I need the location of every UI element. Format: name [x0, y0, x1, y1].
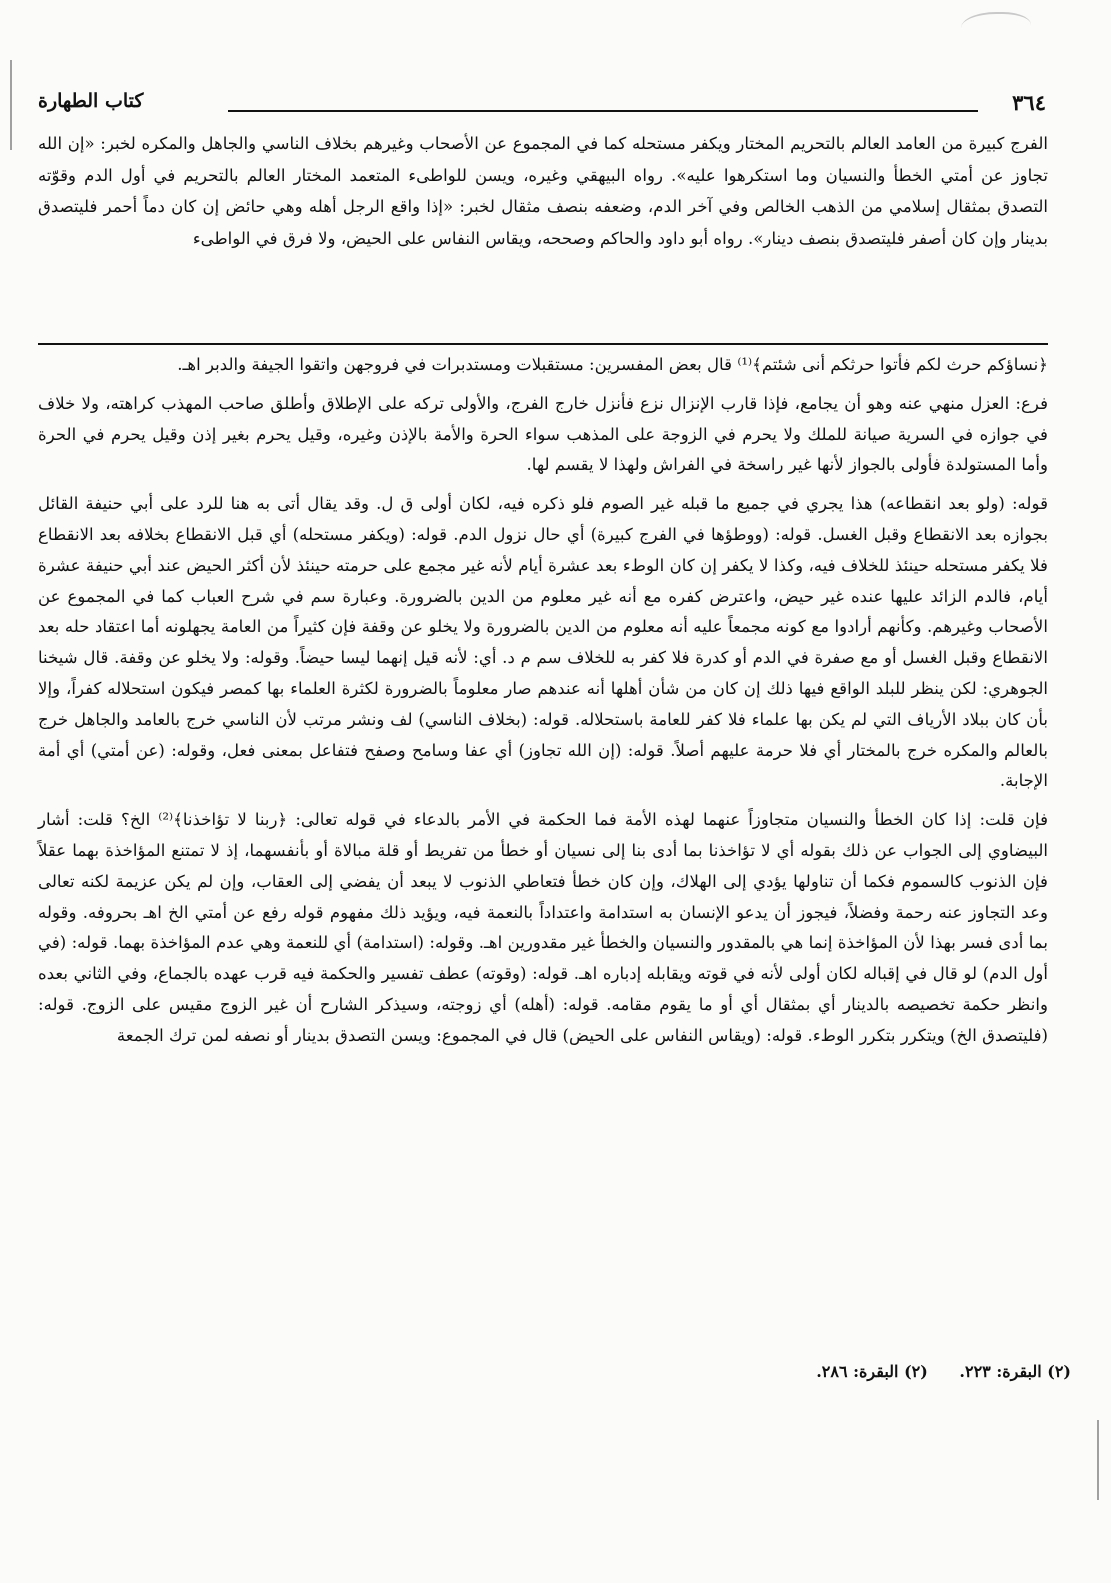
commentary-paragraph: فإن قلت: إذا كان الخطأ والنسيان متجاوزاً عنهما لهذه الأمة فما الحكمة في الأمر بالدعاء في قوله تعالى: ﴿ربنا لا تؤاخذنا﴾⁽²⁾ الخ؟ قلت: أشار البيضاوي إلى الجواب عن ذلك بقوله أي لا تؤاخذنا بما أدى بنا إلى نسيان أو خطأ من تفريط أو قلة مبالاة أو بأنفسهما، إذ لا تمتنع المؤاخذة بهما عقلاً فإن الذنوب كالسموم فكما أن تناولها يؤدي إلى الهلاك، وإن كان خطأ فتعاطي الذنوب لا يبعد أن يفضي إلى العقاب، وإن لم يكن عزيمة لكنه تعالى وعد التجاوز عنه رحمة وفضلاً، فيجوز أن يدعو الإنسان به استدامة واعتداداً بالنعمة فيه، ويؤيد ذلك مفهوم قوله رفع عن أمتي الخ اهـ بحروفه. وقوله بما أدى فسر بهذا لأن المؤاخذة إنما هي بالمقدور والنسيان والخطأ غير مقدورين اهـ. وقوله: (استدامة) أي للنعمة وهي عدم المؤاخذة بهما. قوله: (في أول الدم) لو قال في إقباله لكان أولى لأنه في قوته ويقابله إدباره اهـ. قوله: (وقوته) عطف تفسير والحكمة فيه قرب عهده بالجماع، وفي الثاني بعده وانظر حكمة تخصيصه بالدينار أي بمثقال أي أو ما يقوم مقامه. قوله: (أهله) أي زوجته، وسيذكر الشارح أن غير الزوج مقيس على الزوج. قوله: (فليتصدق الخ) ويتكرر بتكرر الوطء. قوله: (ويقاس النفاس على الحيض) قال في المجموع: ويسن التصدق بدينار أو نصفه لمن ترك الجمعة	[38, 810, 1048, 1045]
book-title: كتاب الطهارة	[38, 90, 144, 112]
footnotes	[790, 1362, 1071, 1381]
footnote: (٢) البقرة: ٢٨٦.	[816, 1362, 928, 1381]
commentary-paragraph: ﴿نساؤكم حرث لكم فأتوا حرثكم أنى شئتم﴾⁽¹⁾ قال بعض المفسرين: مستقبلات ومستدبرات في فروجهن واتقوا الجيفة والدبر اهـ.	[177, 355, 1048, 374]
main-paragraph: الفرج كبيرة من العامد العالم بالتحريم المختار ويكفر مستحله كما في المجموع عن الأصحاب وغيرهم بخلاف الناسي والجاهل والمكره لخبر: «إن الله تجاوز عن أمتي الخطأ والنسيان وما استكرهوا عليه». رواه البيهقي وغيره، ويسن للواطىء المتعمد المختار العالم بالتحريم في أول الدم وقوّته التصدق بمثقال إسلامي من الذهب الخالص وفي آخر الدم، وضعفه بنصف مثقال لخبر: «إذا واقع الرجل أهله وهي حائض إن كان دماً أحمر فليتصدق بدينار وإن كان أصفر فليتصدق بنصف دينار». رواه أبو داود والحاكم وصححه، ويقاس النفاس على الحيض، ولا فرق في الواطىء	[38, 134, 1048, 248]
scan-edge-mark	[1097, 1420, 1099, 1500]
scan-edge-mark	[10, 60, 12, 150]
page-header	[38, 90, 1048, 120]
page-number: ٣٦٤	[1012, 90, 1046, 115]
separator-rule	[38, 343, 1048, 345]
commentary	[38, 350, 1048, 1052]
commentary-paragraph: قوله: (ولو بعد انقطاعه) هذا يجري في جميع ما قبله غير الصوم فلو ذكره فيه، لكان أولى ق ل. وقد يقال أتى به هنا للرد على أبي حنيفة القائل بجوازه بعد الانقطاع وقبل الغسل. قوله: (ووطؤها في الفرج كبيرة) أي حال نزول الدم. قوله: (ويكفر مستحله) أي قبل الانقطاع بخلافه بعد الانقطاع فلا يكفر مستحله حينئذ للخلاف فيه، وكذا لا يكفر إن كان الوطء بعد عشرة أيام لأنه غير مجمع على حرمته حينئذ لأن أكثر الحيض عند أبي حنيفة عشرة أيام، فالدم الزائد عليها عنده غير حيض، واعترض كفره مع أنه غير معلوم من الدين بالضرورة. وعبارة سم في شرح العباب كما في المجموع عن الأصحاب وغيرهم. وكأنهم أرادوا مع كونه مجمعاً عليه أنه معلوم من الدين بالضرورة ولا يخلو عن وقفة فإن كثيراً من العامة يجهلونه أما اعتقاد حله بعد الانقطاع وقبل الغسل أو مع صفرة في الدم أو كدرة فلا كفر به للخلاف سم م د. أي: لأنه قيل إنهما ليسا حيضاً. وقوله: ولا يخلو عن وقفة. قال شيخنا الجوهري: لكن ينظر للبلد الواقع فيها ذلك إن كان من شأن أهلها أنه عندهم صار معلوماً بالضرورة لكثرة العلماء بها كمصر فيكون استحلاله كفراً، وإلا بأن كان ببلاد الأرياف التي لم يكن بها علماء فلا كفر للعامة باستحلاله. قوله: (بخلاف الناسي) لف ونشر مرتب لأن الناسي خرج بالعامد والجاهل خرج بالعالم والمكره خرج بالمختار أي فلا حرمة عليهم أصلاً. قوله: (إن الله تجاوز) أي عفا وسامح وصفح فتفاعل بمعنى فعل، وقوله: (عن أمتي) أي أمة الإجابة.	[38, 494, 1048, 791]
footnote: (٢) البقرة: ٢٢٣.	[959, 1362, 1071, 1381]
commentary-paragraph: فرع: العزل منهي عنه وهو أن يجامع، فإذا قارب الإنزال نزع فأنزل خارج الفرج، والأولى تركه على الإطلاق وأطلق صاحب المهذب كراهته، ولا خلاف في جوازه في السرية صيانة للملك ولا يحرم في الزوجة على المذهب سواء الحرة والأمة بالإذن وغيره، وقيل يحرم بغير إذن وقيل يحرم في الحرة وأما المستولدة فأولى بالجواز لأنها غير راسخة في الفراش ولهذا لا يقسم لها.	[38, 393, 1048, 475]
header-rule	[228, 110, 978, 112]
main-text	[38, 128, 1048, 254]
book-page	[38, 90, 1048, 1530]
scan-artifact	[961, 12, 1031, 44]
